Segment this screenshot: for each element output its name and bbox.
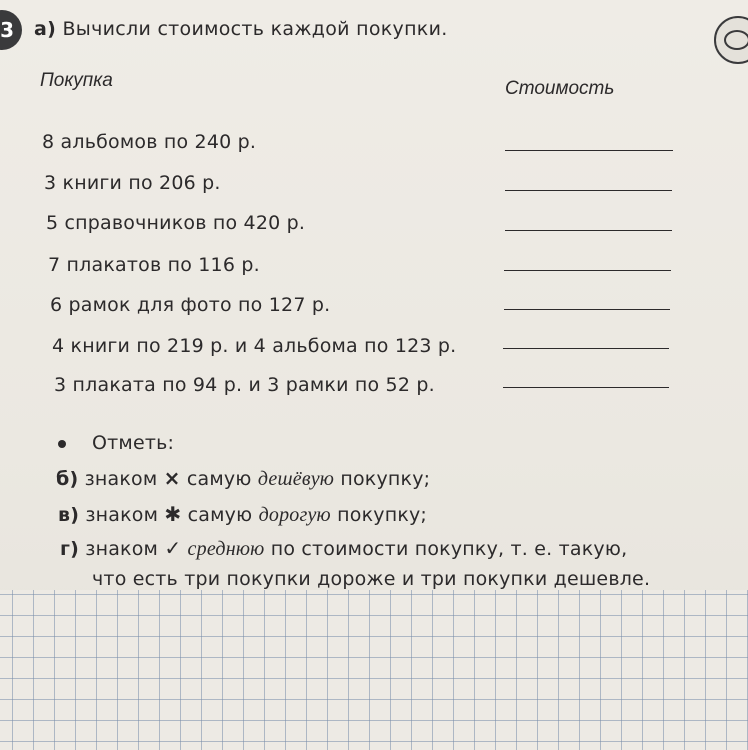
mark-b-text: знаком <box>84 468 158 490</box>
purchase-row: 8 альбомов по 240 р. <box>42 131 257 153</box>
answer-blank[interactable] <box>505 230 672 231</box>
mark-b-emphasis: дешёвую <box>257 468 335 490</box>
corner-decoration-icon <box>714 16 748 64</box>
mark-b-label: б) <box>56 468 79 490</box>
purchase-row: 3 плаката по 94 р. и 3 рамки по 52 р. <box>54 374 435 396</box>
mark-line-b <box>56 466 430 491</box>
mark-g-text: знаком <box>85 538 159 560</box>
mark-intro: Отметь: <box>92 432 175 454</box>
column-header-cost: Стоимость <box>505 78 615 99</box>
mark-v-text: покупку; <box>337 504 428 526</box>
task-header <box>34 18 448 40</box>
column-header-purchase: Покупка <box>40 70 113 91</box>
purchase-row: 6 рамок для фото по 127 р. <box>50 294 331 316</box>
mark-line-g <box>60 536 627 561</box>
graph-paper-grid <box>0 590 748 750</box>
mark-v-emphasis: дорогую <box>258 504 331 526</box>
answer-blank[interactable] <box>503 348 669 349</box>
mark-v-label: в) <box>58 504 80 526</box>
part-a-label: а) <box>34 18 57 40</box>
mark-b-text: самую <box>186 468 252 490</box>
answer-blank[interactable] <box>504 270 671 271</box>
mark-line-v <box>58 502 427 527</box>
bullet-icon <box>58 440 66 448</box>
purchase-row: 4 книги по 219 р. и 4 альбома по 123 р. <box>52 335 457 357</box>
answer-blank[interactable] <box>505 190 672 191</box>
mark-g-label: г) <box>60 538 80 560</box>
purchase-row: 5 справочников по 420 р. <box>46 212 306 234</box>
answer-blank[interactable] <box>503 387 669 388</box>
mark-line-g-continued: что есть три покупки дороже и три покупки дешевле. <box>92 568 651 590</box>
mark-b-text: покупку; <box>340 468 431 490</box>
checkmark-icon: ✓ <box>164 536 182 560</box>
answer-blank[interactable] <box>504 309 670 310</box>
answer-blank[interactable] <box>505 150 673 151</box>
mark-v-text: знаком <box>85 504 159 526</box>
part-a-text: Вычисли стоимость каждой покупки. <box>62 18 448 40</box>
cross-mark-icon: × <box>163 466 181 490</box>
task-number-badge: 3 <box>0 10 22 50</box>
asterisk-mark-icon: ✱ <box>164 502 182 526</box>
mark-g-emphasis: среднюю <box>187 538 265 560</box>
purchase-row: 7 плакатов по 116 р. <box>48 254 260 276</box>
mark-v-text: самую <box>187 504 253 526</box>
purchase-row: 3 книги по 206 р. <box>44 172 221 194</box>
mark-g-text: по стоимости покупку, т. е. такую, <box>270 538 628 560</box>
